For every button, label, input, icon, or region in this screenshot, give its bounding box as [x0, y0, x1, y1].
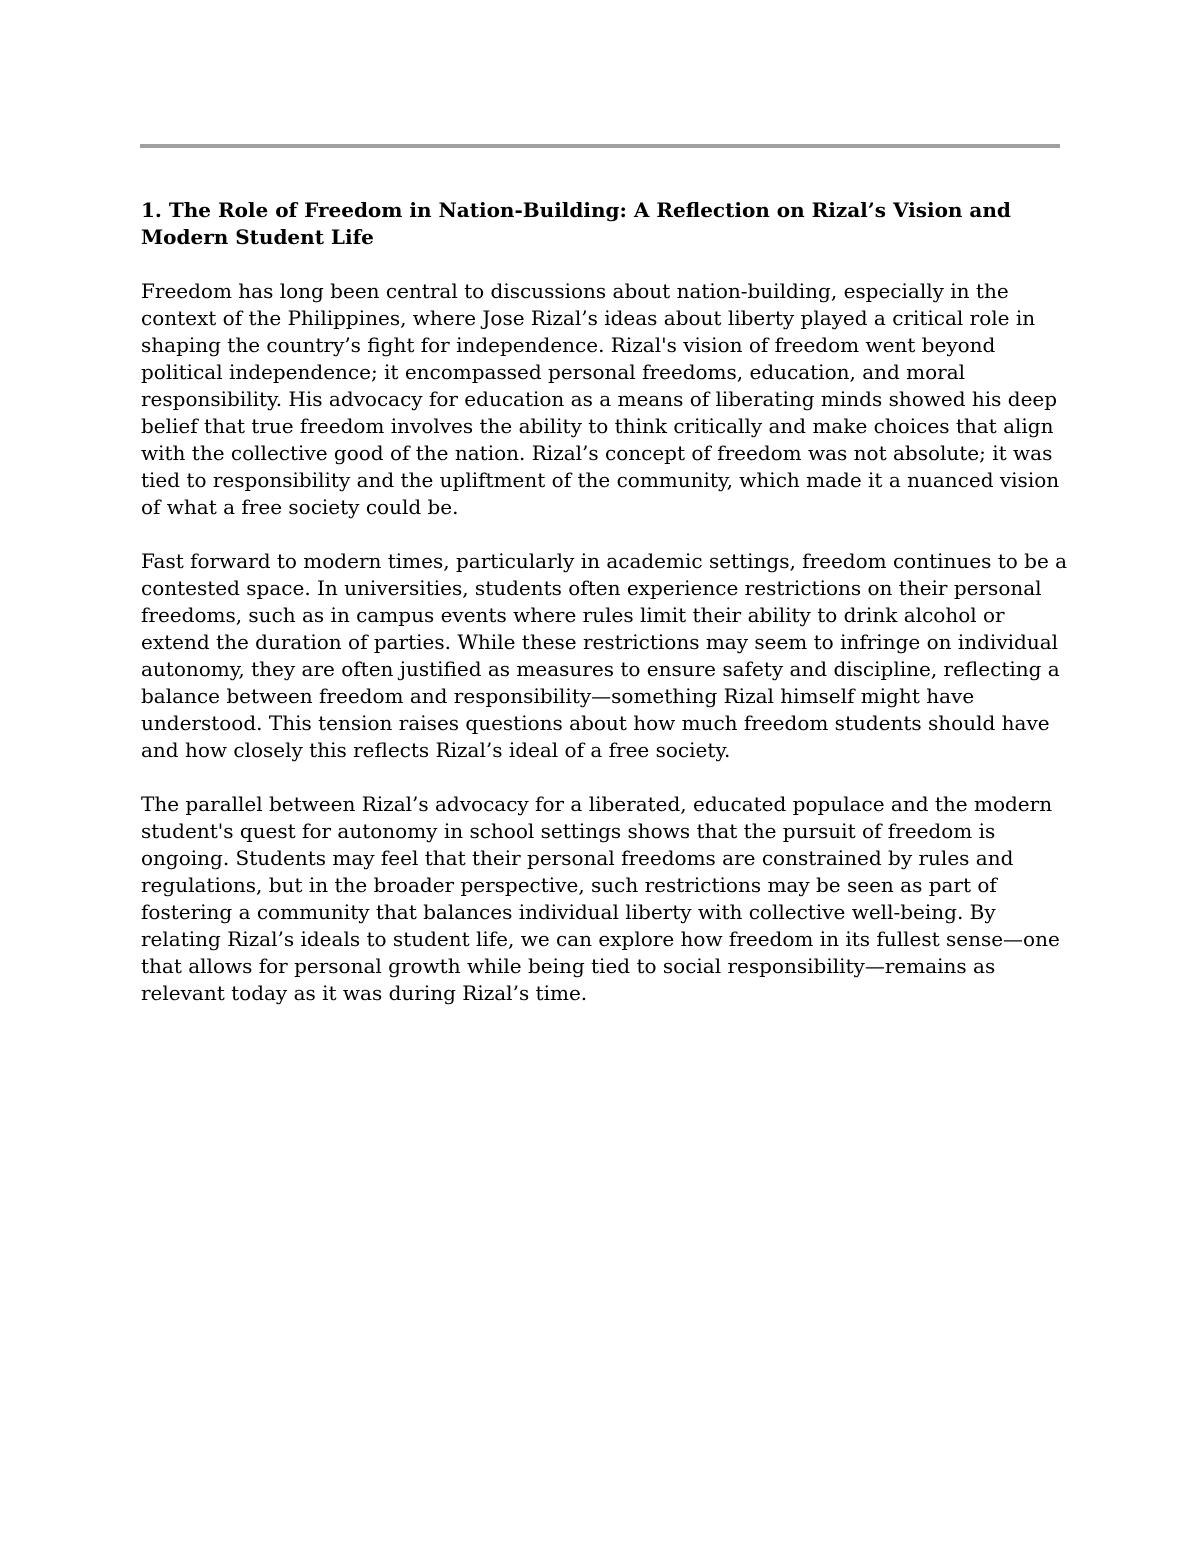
document-body: [141, 197, 1071, 1034]
paragraph-1: Freedom has long been central to discussions about nation-building, especially in the context of the Philippines, where Jose Rizal’s ideas about liberty played a critical role in shaping the country’s fight for independence. Rizal's vision of freedom went beyond political independence; it encompassed personal freedoms, education, and moral responsibility. His advocacy for education as a means of liberating minds showed his deep belief that true freedom involves the ability to think critically and make choices that align with the collective good of the nation. Rizal’s concept of freedom was not absolute; it was tied to responsibility and the upliftment of the community, which made it a nuanced vision of what a free society could be.: [141, 279, 1060, 519]
paragraph-3: The parallel between Rizal’s advocacy for a liberated, educated populace and the modern student's quest for autonomy in school settings shows that the pursuit of freedom is ongoing. Students may feel that their personal freedoms are constrained by rules and regulations, but in the broader perspective, such restrictions may be seen as part of fostering a community that balances individual liberty with collective well-being. By relating Rizal’s ideals to student life, we can explore how freedom in its fullest sense—one that allows for personal growth while being tied to social responsibility—remains as relevant today as it was during Rizal’s time.: [141, 792, 1060, 1005]
paragraph-2: Fast forward to modern times, particularly in academic settings, freedom continues to be a contested space. In universities, students often experience restrictions on their personal freedoms, such as in campus events where rules limit their ability to drink alcohol or extend the duration of parties. While these restrictions may seem to infringe on individual autonomy, they are often justified as measures to ensure safety and discipline, reflecting a balance between freedom and responsibility—something Rizal himself might have understood. This tension raises questions about how much freedom students should have and how closely this reflects Rizal’s ideal of a free society.: [141, 549, 1068, 762]
horizontal-rule: [140, 144, 1060, 148]
section-heading: 1. The Role of Freedom in Nation-Building: A Reflection on Rizal’s Vision and Modern Student Life: [141, 198, 1011, 249]
